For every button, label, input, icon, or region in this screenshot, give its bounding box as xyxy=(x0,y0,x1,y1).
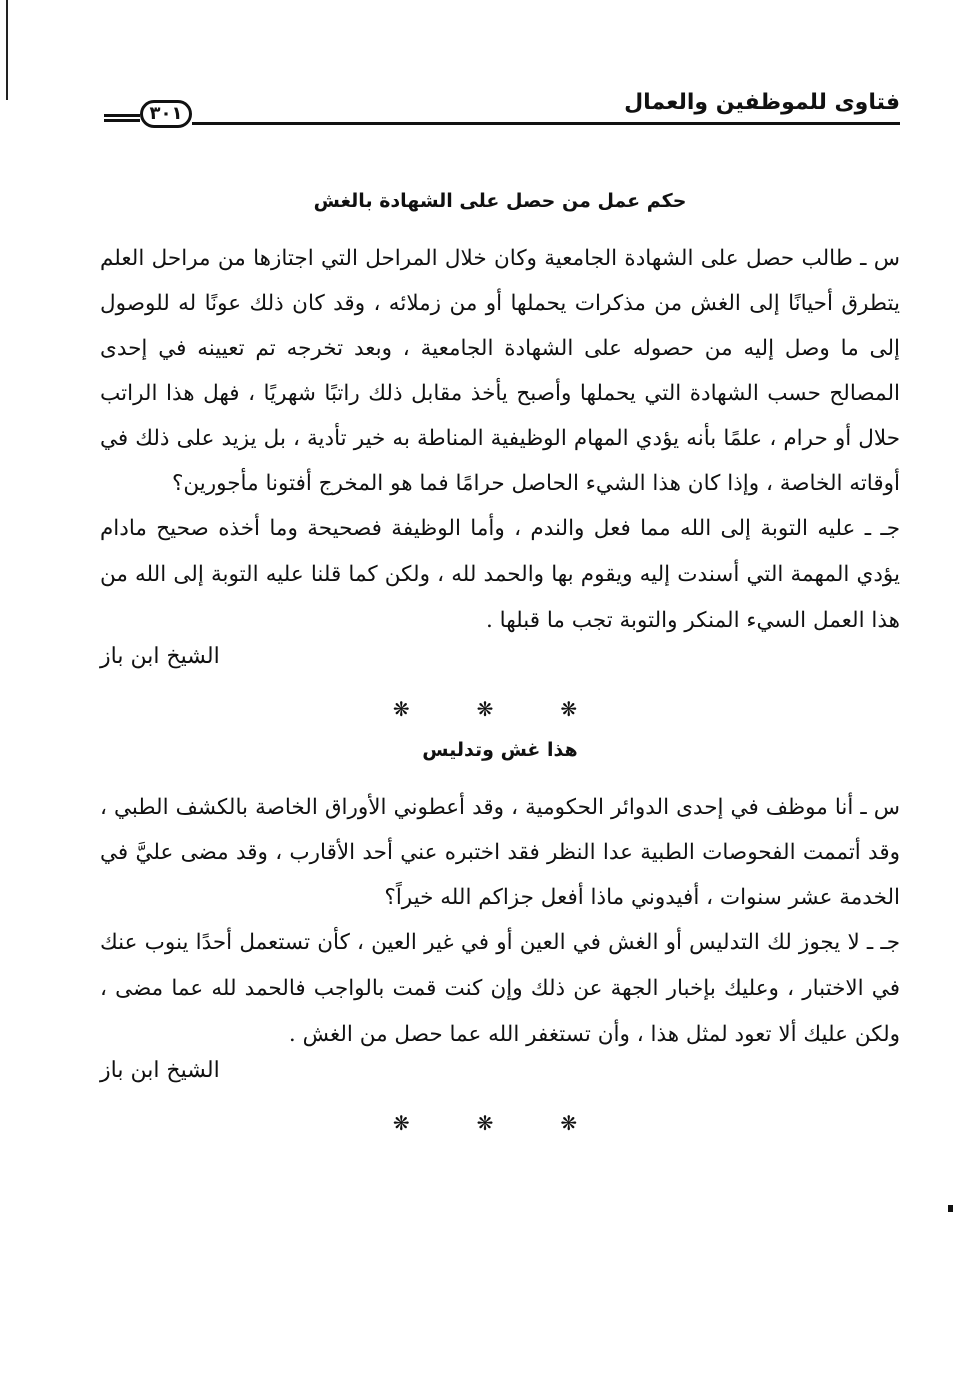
attribution: الشيخ ابن باز xyxy=(100,1058,220,1083)
section-separator: ❋ ❋ ❋ xyxy=(392,697,608,721)
page-number: ٣٠١ xyxy=(140,100,192,128)
attribution-wrap xyxy=(100,644,900,669)
page-header xyxy=(100,90,900,130)
question-text: س ـ أنا موظف في إحدى الدوائر الحكومية ، وقد أعطوني الأوراق الخاصة بالكشف الطبي ، وقد أتممت الفحوصات الطبية عدا النظر فقد اختبره عني أحد الأقارب ، وقد مضى عليَّ في الخدمة عشر سنوات ، أفيدوني ماذا أفعل جزاكم الله خيراً؟ xyxy=(100,795,900,910)
question-text: س ـ طالب حصل على الشهادة الجامعية وكان خلال المراحل التي اجتازها من مراحل العلم يتطرق أحيانًا إلى الغش من مذكرات يحملها أو من زملائه ، وقد كان ذلك عونًا له للوصول إلى ما وصل إليه من حصوله على الشهادة الجامعية ، وبعد تخرجه تم تعيينه في إحدى المصالح حسب الشهادة التي يحملها وأصبح يأخذ مقابل ذلك راتبًا شهريًا ، فهل هذا الراتب حلال أو حرام ، علمًا بأنه يؤدي المهام الوظيفية المناطة به خير تأدية ، بل يزيد على ذلك في أوقاته الخاصة ، وإذا كان هذا الشيء الحاصل حرامًا فما هو المخرج أفتونا مأجورين؟ xyxy=(100,246,900,496)
fatwa-section xyxy=(100,190,900,669)
section-title: حكم عمل من حصل على الشهادة بالغش xyxy=(313,190,687,212)
header-double-rule xyxy=(104,114,140,117)
attribution: الشيخ ابن باز xyxy=(100,644,220,669)
page-edge-line xyxy=(6,0,8,100)
header-rule xyxy=(192,122,900,125)
fatwa-section xyxy=(100,739,900,1083)
attribution-wrap xyxy=(100,1058,900,1083)
margin-mark xyxy=(948,1205,953,1212)
section-title: هذا غش وتدليس xyxy=(422,739,578,761)
answer-text: جـ ـ عليه التوبة إلى الله مما فعل والندم ، وأما الوظيفة فصحيحة وما أخذه صحيح مادام يؤدي المهمة التي أسندت إليه ويقوم بها والحمد لله ، ولكن كما قلنا عليه التوبة إلى الله من هذا العمل السيء المنكر والتوبة تجب ما قبلها . xyxy=(100,516,900,633)
book-title: فتاوى للموظفين والعمال xyxy=(624,90,900,115)
section-separator: ❋ ❋ ❋ xyxy=(392,1111,608,1135)
page-content xyxy=(100,190,900,1153)
answer-text: جـ ـ لا يجوز لك التدليس أو الغش في العين أو في غير العين ، كأن تستعمل أحدًا ينوب عنك في الاختبار ، وعليك بإخبار الجهة عن ذلك وإن كنت قمت بالواجب فالحمد لله عما مضى ، ولكن عليك ألا تعود لمثل هذا ، وأن تستغفر الله عما حصل من الغش . xyxy=(100,930,900,1047)
